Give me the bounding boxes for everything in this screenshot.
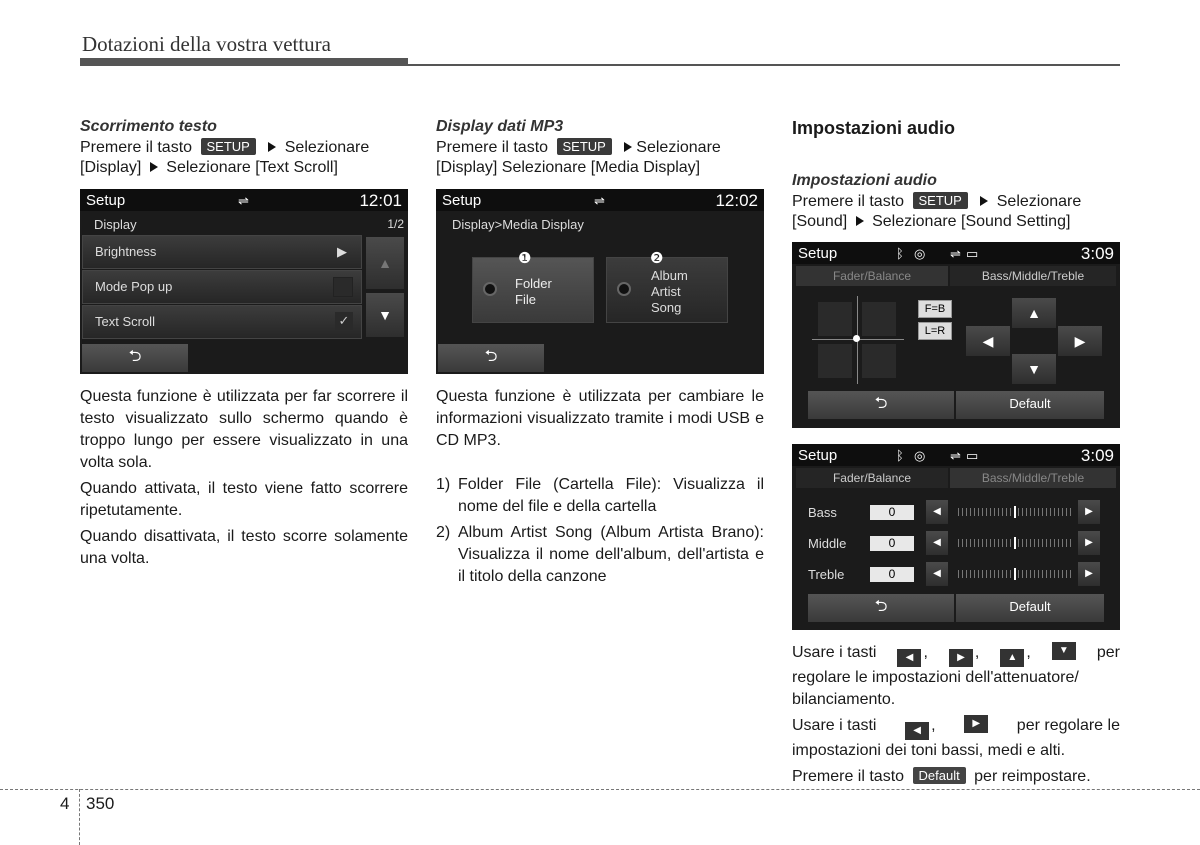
header-rule [408, 64, 1120, 66]
balance-point-icon [853, 335, 860, 342]
paragraph: Quando disattivata, il testo scorre solamente una volta. [80, 528, 408, 567]
screen-title: Setup [798, 245, 838, 262]
treble-needle [1014, 568, 1016, 580]
arrow-right-icon [980, 196, 988, 206]
option-number: ❷ [650, 250, 664, 267]
media-display-screen [436, 189, 764, 374]
checkbox-icon[interactable] [333, 277, 353, 297]
menu-item-brightness[interactable] [82, 235, 362, 269]
instruction-text: Premere il tasto [436, 139, 549, 156]
list-number: 1) [436, 476, 451, 493]
screen-status-bar [792, 242, 1120, 264]
instruction-text: Selezionare [636, 139, 721, 156]
up-key-icon: ▲ [1000, 649, 1024, 667]
scroll-down-button[interactable]: ▼ [366, 293, 404, 337]
right-key-icon: ▶ [964, 715, 988, 733]
middle-increase-button[interactable]: ▶ [1078, 531, 1100, 555]
instruction-line: [Display] Selezionare [Media Display] [436, 159, 701, 176]
bluetooth-icon: ᛒ [896, 246, 904, 261]
paragraph: Questa funzione è utilizzata per far scorrere il testo visualizzato sullo schermo quando è troppo lungo per essere visualizzato in una volta sola. [80, 388, 408, 471]
default-button[interactable]: Default [956, 391, 1104, 419]
instruction-line [80, 138, 408, 158]
screen-status-bar [792, 444, 1120, 466]
screen-time: 12:02 [715, 191, 758, 210]
treble-label: Treble [808, 567, 845, 582]
footer-rule [0, 789, 1200, 790]
middle-value: 0 [870, 536, 914, 551]
scroll-up-button[interactable]: ▲ [366, 237, 404, 289]
screen-time: 3:09 [1080, 446, 1114, 465]
radio-icon[interactable] [483, 282, 497, 296]
arrow-right-icon [150, 162, 158, 172]
numbered-list [436, 474, 764, 588]
instruction-text: Premere il tasto [80, 139, 193, 156]
battery-icon: ▭ [966, 448, 979, 463]
instruction-text: Premere il tasto [792, 193, 905, 210]
arrow-right-icon [268, 142, 276, 152]
menu-item-mode-popup[interactable] [82, 270, 362, 304]
text: per [1096, 644, 1120, 661]
default-button[interactable]: Default [956, 594, 1104, 622]
screen-title: Setup [442, 192, 482, 209]
section-subhead: Impostazioni audio [792, 172, 937, 189]
menu-item-text-scroll[interactable] [82, 305, 362, 339]
setup-key: SETUP [913, 192, 968, 209]
bass-value: 0 [870, 505, 914, 520]
treble-decrease-button[interactable]: ◀ [926, 562, 948, 586]
treble-increase-button[interactable]: ▶ [1078, 562, 1100, 586]
option-album-artist-song[interactable] [606, 257, 728, 323]
tone-screen [792, 444, 1120, 630]
paragraph: Questa funzione è utilizzata per cambiare le informazioni visualizzato tramite i modi USB e CD MP3. [436, 388, 764, 449]
section-subhead: Scorrimento testo [80, 118, 217, 135]
option-label: Folder File [515, 276, 552, 307]
bass-needle [1014, 506, 1016, 518]
treble-value: 0 [870, 567, 914, 582]
menu-item-label: Text Scroll [95, 314, 155, 329]
screen-status-bar [80, 189, 408, 211]
usb-icon: ⇌ [238, 193, 249, 208]
column1-body [80, 386, 408, 570]
middle-needle [1014, 537, 1016, 549]
header-bar [80, 58, 408, 66]
text: Usare i tasti [792, 644, 877, 661]
middle-label: Middle [808, 536, 847, 551]
car-seats-graphic [818, 302, 898, 378]
checkmark-icon[interactable]: ✓ [335, 312, 353, 330]
list-number: 2) [436, 524, 451, 541]
page-number: 350 [86, 794, 115, 813]
list-text: Folder File (Cartella File): Visualizza il nome del file e della cartella [458, 476, 764, 515]
fader-balance-screen [792, 242, 1120, 428]
balance-left-button[interactable]: ◀ [966, 326, 1010, 356]
section-heading: Impostazioni audio [792, 118, 956, 138]
fader-down-button[interactable]: ▼ [1012, 354, 1056, 384]
screen-time: 12:01 [359, 191, 402, 210]
tab-bass-middle-treble[interactable]: Bass/Middle/Treble [950, 266, 1116, 286]
paragraph: impostazioni dei toni bassi, medi e alti. [792, 742, 1066, 759]
instruction-line [436, 138, 764, 158]
middle-decrease-button[interactable]: ◀ [926, 531, 948, 555]
left-key-icon: ◀ [897, 649, 921, 667]
display-screen [80, 189, 408, 374]
instruction-line [80, 158, 408, 178]
back-button[interactable]: ⮌ [808, 594, 954, 622]
column3-body [792, 642, 1120, 788]
battery-icon: ▭ [966, 246, 979, 261]
back-button[interactable]: ⮌ [808, 391, 954, 419]
setup-key: SETUP [201, 138, 256, 155]
setup-key: SETUP [557, 138, 612, 155]
menu-item-label: Brightness [95, 244, 157, 259]
list-text: Album Artist Song (Album Artista Brano): Visualizza il nome dell'album, dell'artista e il titolo della canzone [458, 524, 764, 585]
instruction-text: [Display] [80, 159, 142, 176]
back-button[interactable]: ⮌ [82, 344, 188, 372]
left-key-icon: ◀ [905, 722, 929, 740]
tab-bass-middle-treble[interactable]: Bass/Middle/Treble [950, 468, 1116, 488]
column2-body [436, 386, 764, 588]
list-item [436, 474, 764, 518]
section-subhead: Display dati MP3 [436, 118, 564, 135]
instruction-text: Selezionare [Text Scroll] [166, 159, 338, 176]
usb-icon: ⇌ [950, 246, 961, 261]
paragraph: Usare i tasti ◀ , ▶ , ▲ , ▼ per [792, 642, 1120, 667]
fader-center-indicator: F=B [918, 300, 952, 318]
screen-time: 3:09 [1080, 244, 1114, 263]
balance-center-indicator: L=R [918, 322, 952, 340]
text: per reimpostare. [974, 768, 1091, 785]
screen-status-bar [436, 189, 764, 211]
instruction-text: Selezionare [996, 193, 1082, 210]
text: Premere il tasto [792, 768, 905, 785]
paragraph: Quando attivata, il testo viene fatto scorrere ripetutamente. [80, 480, 408, 519]
bass-decrease-button[interactable]: ◀ [926, 500, 948, 524]
default-key: Default [913, 767, 966, 784]
down-key-icon: ▼ [1052, 642, 1076, 660]
bass-label: Bass [808, 505, 837, 520]
arrow-right-icon [856, 216, 864, 226]
column-mp3-display [436, 118, 764, 178]
instruction-text: [Sound] [792, 213, 848, 230]
usb-icon: ⇌ [594, 193, 605, 208]
chevron-right-icon: ▶ [337, 244, 347, 259]
option-number: ❶ [518, 250, 532, 267]
radio-icon[interactable] [617, 282, 631, 296]
disc-icon: ◎ [914, 246, 926, 261]
column-audio-settings [792, 118, 1120, 232]
page-indicator: 1/2 [387, 217, 404, 231]
instruction-text: Selezionare [Sound Setting] [872, 213, 1071, 230]
column-text-scroll [80, 118, 408, 178]
right-key-icon: ▶ [949, 649, 973, 667]
text: Usare i tasti [792, 717, 877, 734]
screen-title: Setup [798, 447, 838, 464]
back-button[interactable]: ⮌ [438, 344, 544, 372]
page-header-title: Dotazioni della vostra vettura [82, 32, 331, 56]
tab-fader-balance[interactable]: Fader/Balance [796, 468, 948, 488]
instruction-text: Selezionare [284, 139, 370, 156]
fader-up-button[interactable]: ▲ [1012, 298, 1056, 328]
menu-item-label: Mode Pop up [95, 279, 173, 294]
instruction-line [792, 212, 1120, 232]
paragraph: regolare le impostazioni dell'attenuatore/ bilanciamento. [792, 669, 1079, 708]
tab-fader-balance[interactable]: Fader/Balance [796, 266, 948, 286]
screen-section-title: Display [94, 217, 137, 232]
option-label: Album Artist Song [651, 268, 688, 315]
chapter-number: 4 [60, 794, 70, 813]
screen-title: Setup [86, 192, 126, 209]
balance-right-button[interactable]: ▶ [1058, 326, 1102, 356]
paragraph: Usare i tasti ◀ , ▶ per regolare le [792, 715, 1120, 740]
paragraph [792, 766, 1120, 788]
instruction-line [792, 192, 1120, 212]
bluetooth-icon: ᛒ [896, 448, 904, 463]
breadcrumb: Display>Media Display [452, 217, 584, 232]
text: per regolare le [1016, 717, 1120, 734]
usb-icon: ⇌ [950, 448, 961, 463]
list-item [436, 522, 764, 588]
footer-divider [79, 789, 80, 845]
bass-increase-button[interactable]: ▶ [1078, 500, 1100, 524]
arrow-right-icon [624, 142, 632, 152]
option-folder-file[interactable] [472, 257, 594, 323]
disc-icon: ◎ [914, 448, 926, 463]
